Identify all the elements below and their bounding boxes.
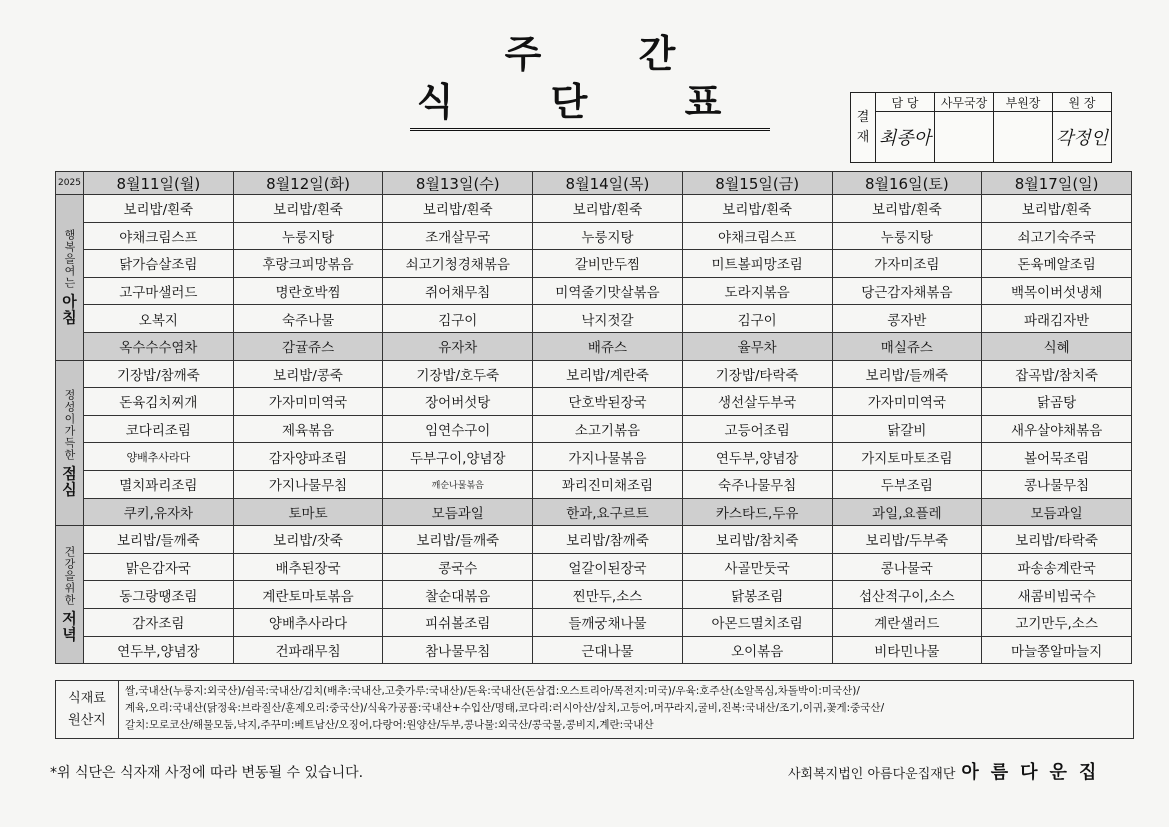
dinner-label-big: 저녁 bbox=[60, 610, 78, 643]
breakfast-row bbox=[56, 305, 1132, 333]
lunch-row bbox=[56, 443, 1132, 471]
day-header: 8월14일(목) bbox=[533, 172, 683, 195]
menu-item: 섭산적구이,소스 bbox=[832, 581, 982, 609]
lunch-label-big: 점심 bbox=[60, 465, 78, 498]
menu-item: 연두부,양념장 bbox=[682, 443, 832, 471]
menu-item: 보리밥/두부죽 bbox=[832, 526, 982, 554]
approval-signature: 최종아 bbox=[876, 112, 935, 163]
menu-item: 보리밥/흰죽 bbox=[383, 195, 533, 223]
menu-item: 보리밥/흰죽 bbox=[84, 195, 234, 223]
dinner-row bbox=[56, 581, 1132, 609]
breakfast-row bbox=[56, 195, 1132, 223]
menu-item: 모듬과일 bbox=[982, 498, 1132, 526]
approval-box bbox=[850, 92, 1112, 163]
menu-item: 모듬과일 bbox=[383, 498, 533, 526]
menu-item: 고기만두,소스 bbox=[982, 608, 1132, 636]
menu-item: 새콤비빔국수 bbox=[982, 581, 1132, 609]
menu-item: 새우살야채볶음 bbox=[982, 415, 1132, 443]
menu-item: 숙주나물무침 bbox=[682, 470, 832, 498]
menu-item: 한과,요구르트 bbox=[533, 498, 683, 526]
origin-label: 식재료 원산지 bbox=[56, 681, 119, 738]
menu-item: 과일,요플레 bbox=[832, 498, 982, 526]
menu-item: 들깨궁채나물 bbox=[533, 608, 683, 636]
menu-item: 파래김자반 bbox=[982, 305, 1132, 333]
menu-item: 보리밥/들깨죽 bbox=[84, 526, 234, 554]
menu-item: 볼어묵조림 bbox=[982, 443, 1132, 471]
dinner-row bbox=[56, 636, 1132, 664]
day-header: 8월17일(일) bbox=[982, 172, 1132, 195]
menu-item: 미트볼피망조림 bbox=[682, 250, 832, 278]
dinner-label-small: 건강을위한 bbox=[63, 546, 76, 607]
menu-item: 돈육메알조림 bbox=[982, 250, 1132, 278]
menu-item: 참나물무침 bbox=[383, 636, 533, 664]
menu-item: 단호박된장국 bbox=[533, 388, 683, 416]
menu-item: 야채크림스프 bbox=[682, 222, 832, 250]
menu-item: 고등어조림 bbox=[682, 415, 832, 443]
breakfast-row bbox=[56, 277, 1132, 305]
menu-item: 콩국수 bbox=[383, 553, 533, 581]
menu-item: 맑은감자국 bbox=[84, 553, 234, 581]
origin-line: 갈치:모로코산/해물모둠,낙지,주꾸미:베트남산/오징어,다랑어:원양산/두부,콩나물:외국산/콩국물,콩비지,계란:국내산 bbox=[125, 719, 654, 731]
menu-item: 찐만두,소스 bbox=[533, 581, 683, 609]
organization-name bbox=[788, 758, 1108, 784]
menu-item: 보리밥/흰죽 bbox=[233, 195, 383, 223]
day-header-row bbox=[56, 172, 1132, 195]
approval-signature bbox=[994, 112, 1053, 163]
menu-item: 토마토 bbox=[233, 498, 383, 526]
menu-item: 생선살두부국 bbox=[682, 388, 832, 416]
menu-item: 보리밥/들깨죽 bbox=[383, 526, 533, 554]
menu-item: 김구이 bbox=[383, 305, 533, 333]
menu-item: 가지나물무침 bbox=[233, 470, 383, 498]
day-header: 8월11일(월) bbox=[84, 172, 234, 195]
menu-item: 누룽지탕 bbox=[233, 222, 383, 250]
menu-item: 갈비만두찜 bbox=[533, 250, 683, 278]
menu-item: 계란토마토볶음 bbox=[233, 581, 383, 609]
menu-item: 야채크림스프 bbox=[84, 222, 234, 250]
menu-item: 동그랑땡조림 bbox=[84, 581, 234, 609]
menu-item: 보리밥/참깨죽 bbox=[533, 526, 683, 554]
menu-item: 파송송계란국 bbox=[982, 553, 1132, 581]
menu-item: 오이볶음 bbox=[682, 636, 832, 664]
breakfast-label-big: 아침 bbox=[60, 293, 78, 326]
menu-item: 쿠키,유자차 bbox=[84, 498, 234, 526]
menu-item: 보리밥/흰죽 bbox=[832, 195, 982, 223]
menu-item: 보리밥/흰죽 bbox=[533, 195, 683, 223]
weekly-menu-table bbox=[55, 171, 1132, 664]
menu-item: 보리밥/계란죽 bbox=[533, 360, 683, 388]
lunch-row bbox=[56, 470, 1132, 498]
menu-item: 카스타드,두유 bbox=[682, 498, 832, 526]
menu-item: 율무차 bbox=[682, 332, 832, 360]
org-title: 아름다운집 bbox=[961, 762, 1109, 783]
menu-item: 당근감자채볶음 bbox=[832, 277, 982, 305]
dinner-row bbox=[56, 608, 1132, 636]
menu-item: 감자조림 bbox=[84, 608, 234, 636]
approval-header: 사무국장 bbox=[935, 93, 994, 112]
menu-item: 두부조림 bbox=[832, 470, 982, 498]
menu-item: 보리밥/콩죽 bbox=[233, 360, 383, 388]
menu-item: 김구이 bbox=[682, 305, 832, 333]
menu-item: 닭곰탕 bbox=[982, 388, 1132, 416]
origin-text bbox=[119, 681, 1133, 738]
year-label: 2025 bbox=[56, 172, 84, 195]
menu-item: 임연수구이 bbox=[383, 415, 533, 443]
menu-item: 고구마샐러드 bbox=[84, 277, 234, 305]
approval-header: 원 장 bbox=[1053, 93, 1112, 112]
breakfast-label-small: 행복을여는 bbox=[63, 229, 76, 290]
lunch-row bbox=[56, 360, 1132, 388]
menu-item: 연두부,양념장 bbox=[84, 636, 234, 664]
lunch-row bbox=[56, 388, 1132, 416]
menu-item: 보리밥/흰죽 bbox=[982, 195, 1132, 223]
menu-item: 콩자반 bbox=[832, 305, 982, 333]
menu-item: 콩나물무침 bbox=[982, 470, 1132, 498]
menu-item: 조개살무국 bbox=[383, 222, 533, 250]
menu-item: 쥐어채무침 bbox=[383, 277, 533, 305]
origin-line: 쌀,국내산(누룽지:외국산)/쉼곡:국내산/김치(배추:국내산,고춧가루:국내산)/돈육:국내산(돈삼겹:오스트리아/목전지:미국)/우육:호주산(소알목심,차돌박이:미국산)/ bbox=[125, 685, 860, 697]
breakfast-label bbox=[56, 195, 84, 361]
menu-item: 건파래무침 bbox=[233, 636, 383, 664]
menu-item: 가지토마토조림 bbox=[832, 443, 982, 471]
breakfast-row bbox=[56, 222, 1132, 250]
approval-side-label: 결 재 bbox=[851, 93, 876, 163]
dinner-row bbox=[56, 526, 1132, 554]
menu-item: 꽈리진미채조림 bbox=[533, 470, 683, 498]
dinner-label bbox=[56, 526, 84, 664]
menu-item: 피쉬볼조림 bbox=[383, 608, 533, 636]
menu-item: 미역줄기맛살볶음 bbox=[533, 277, 683, 305]
menu-item: 매실쥬스 bbox=[832, 332, 982, 360]
approval-header: 부원장 bbox=[994, 93, 1053, 112]
menu-item: 두부구이,양념장 bbox=[383, 443, 533, 471]
approval-signature bbox=[935, 112, 994, 163]
menu-item: 보리밥/들깨죽 bbox=[832, 360, 982, 388]
menu-item: 닭가슴살조림 bbox=[84, 250, 234, 278]
day-header: 8월12일(화) bbox=[233, 172, 383, 195]
menu-item: 찰순대볶음 bbox=[383, 581, 533, 609]
ingredient-origin-box bbox=[55, 680, 1134, 739]
menu-item: 깨순나물볶음 bbox=[383, 470, 533, 498]
menu-item: 오복지 bbox=[84, 305, 234, 333]
day-header: 8월13일(수) bbox=[383, 172, 533, 195]
approval-signature: 각정인 bbox=[1053, 112, 1112, 163]
menu-item: 닭봉조림 bbox=[682, 581, 832, 609]
menu-item: 소고기볶음 bbox=[533, 415, 683, 443]
menu-item: 감자양파조림 bbox=[233, 443, 383, 471]
dinner-row bbox=[56, 553, 1132, 581]
menu-item: 옥수수수염차 bbox=[84, 332, 234, 360]
page-title: 주 간 식 단 표 bbox=[410, 30, 770, 131]
menu-item: 가자미미역국 bbox=[233, 388, 383, 416]
menu-item: 기장밥/호두죽 bbox=[383, 360, 533, 388]
menu-item: 기장밥/참깨죽 bbox=[84, 360, 234, 388]
menu-item: 얼갈이된장국 bbox=[533, 553, 683, 581]
breakfast-row bbox=[56, 332, 1132, 360]
lunch-row bbox=[56, 498, 1132, 526]
menu-item: 마늘쫑알마늘지 bbox=[982, 636, 1132, 664]
day-header: 8월15일(금) bbox=[682, 172, 832, 195]
menu-item: 누룽지탕 bbox=[533, 222, 683, 250]
menu-item: 식혜 bbox=[982, 332, 1132, 360]
menu-item: 기장밥/타락죽 bbox=[682, 360, 832, 388]
menu-item: 보리밥/잣죽 bbox=[233, 526, 383, 554]
menu-item: 가지나물볶음 bbox=[533, 443, 683, 471]
menu-change-note: *위 식단은 식자재 사정에 따라 변동될 수 있습니다. bbox=[50, 765, 364, 781]
menu-item: 쇠고기숙주국 bbox=[982, 222, 1132, 250]
menu-item: 유자차 bbox=[383, 332, 533, 360]
menu-item: 숙주나물 bbox=[233, 305, 383, 333]
menu-item: 비타민나물 bbox=[832, 636, 982, 664]
menu-item: 제육볶음 bbox=[233, 415, 383, 443]
menu-item: 콩나물국 bbox=[832, 553, 982, 581]
lunch-label bbox=[56, 360, 84, 526]
menu-item: 배추된장국 bbox=[233, 553, 383, 581]
menu-item: 보리밥/타락죽 bbox=[982, 526, 1132, 554]
menu-item: 근대나물 bbox=[533, 636, 683, 664]
menu-item: 쇠고기청경채볶음 bbox=[383, 250, 533, 278]
menu-item: 후랑크피망볶음 bbox=[233, 250, 383, 278]
menu-item: 코다리조림 bbox=[84, 415, 234, 443]
menu-item: 가자미조림 bbox=[832, 250, 982, 278]
lunch-label-small: 정성이가득한 bbox=[63, 388, 76, 461]
menu-item: 장어버섯탕 bbox=[383, 388, 533, 416]
menu-item: 멸치꽈리조림 bbox=[84, 470, 234, 498]
menu-item: 계란샐러드 bbox=[832, 608, 982, 636]
day-header: 8월16일(토) bbox=[832, 172, 982, 195]
menu-item: 감귤쥬스 bbox=[233, 332, 383, 360]
menu-item: 양배추사라다 bbox=[84, 443, 234, 471]
menu-item: 아몬드멸치조림 bbox=[682, 608, 832, 636]
menu-item: 명란호박찜 bbox=[233, 277, 383, 305]
menu-item: 도라지볶음 bbox=[682, 277, 832, 305]
menu-item: 사골만둣국 bbox=[682, 553, 832, 581]
menu-item: 백목이버섯냉채 bbox=[982, 277, 1132, 305]
menu-item: 잡곡밥/참치죽 bbox=[982, 360, 1132, 388]
menu-item: 돈육김치찌개 bbox=[84, 388, 234, 416]
origin-line: 계육,오리:국내산(닭정육:브라질산/훈제오리:중국산)/식육가공품:국내산+수입산/명태,코다리:러시아산/삼치,고등어,머꾸라지,굴비,진복:국내산/조기,이귀,꽃게:중국산/ bbox=[125, 702, 885, 714]
menu-item: 보리밥/참치죽 bbox=[682, 526, 832, 554]
menu-item: 양배추사라다 bbox=[233, 608, 383, 636]
org-prefix: 사회복지법인 아름다운집재단 bbox=[788, 767, 956, 782]
approval-header: 담 당 bbox=[876, 93, 935, 112]
lunch-row bbox=[56, 415, 1132, 443]
menu-item: 누룽지탕 bbox=[832, 222, 982, 250]
menu-item: 보리밥/흰죽 bbox=[682, 195, 832, 223]
menu-item: 가자미미역국 bbox=[832, 388, 982, 416]
menu-item: 배쥬스 bbox=[533, 332, 683, 360]
breakfast-row bbox=[56, 250, 1132, 278]
menu-item: 낙지젓갈 bbox=[533, 305, 683, 333]
menu-item: 닭갈비 bbox=[832, 415, 982, 443]
